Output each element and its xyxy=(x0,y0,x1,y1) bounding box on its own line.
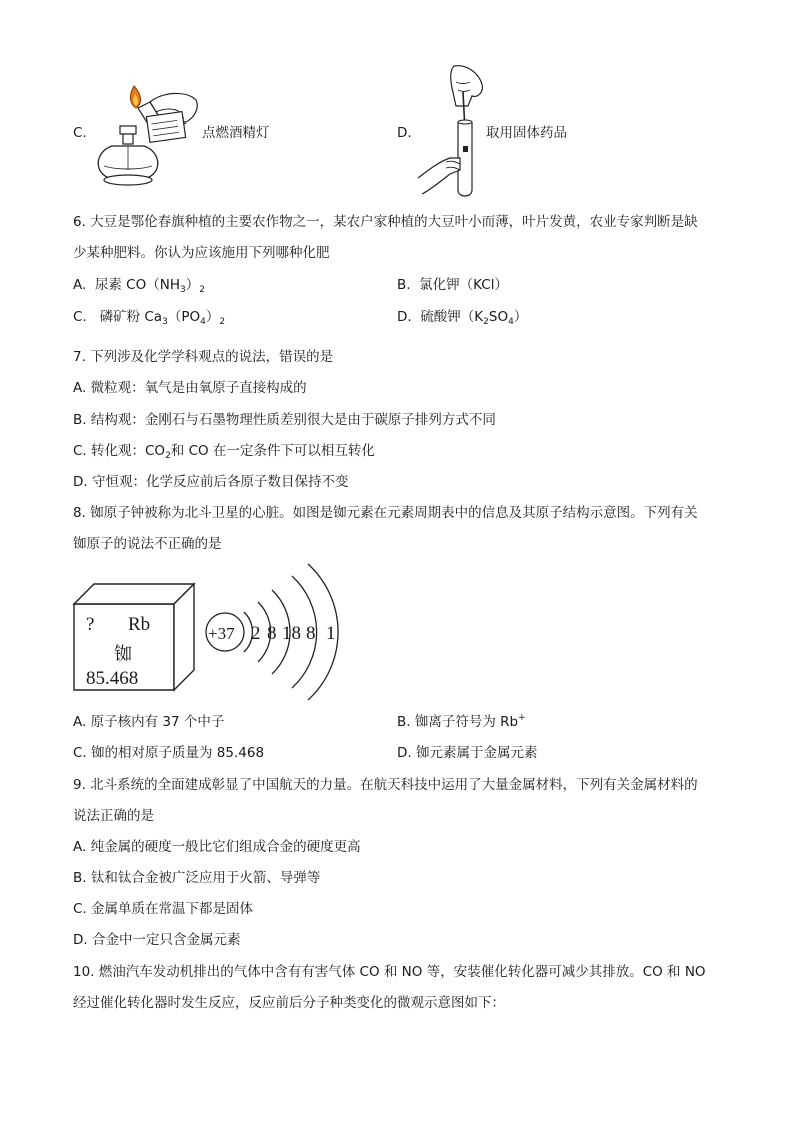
question-8-option-d: D. 铷元素属于金属元素 xyxy=(397,745,538,761)
question-6-option-d: D. 硫酸钾$(K_2SO_4)$ xyxy=(397,309,528,327)
lighting-alcohol-lamp-illustration xyxy=(90,78,202,190)
question-7-option-c: C. 转化观：$CO_2$和 CO 在一定条件下可以相互转化 xyxy=(73,443,375,461)
shell-1-electrons: 2 xyxy=(251,623,261,644)
question-8-stem-line1: 8. 铷原子钟被称为北斗卫星的心脏。如图是铷元素在元素周期表中的信息及其原子结构示意图。下列有关 xyxy=(73,505,698,521)
question-6-option-b: B. 氯化钾（KCl） xyxy=(397,277,508,293)
shell-4-electrons: 8 xyxy=(306,623,316,644)
question-8-option-c: C. 铷的相对原子质量为 85.468 xyxy=(73,745,265,761)
question-9-option-a: A. 纯金属的硬度一般比它们组成合金的硬度更高 xyxy=(73,839,361,855)
nucleus-charge: +37 xyxy=(208,624,235,643)
question-7-option-a: A. 微粒观：氧气是由氧原子直接构成的 xyxy=(73,380,307,396)
atomic-number: ? xyxy=(86,614,95,635)
question-10-stem-line2: 经过催化转化器时发生反应，反应前后分子种类变化的微观示意图如下： xyxy=(73,995,505,1011)
question-6-option-c: C. 磷矿粉 $Ca_3(PO_4)_2$ xyxy=(73,309,226,327)
rubidium-atom-structure-diagram xyxy=(200,560,350,710)
question-7-stem: 7. 下列涉及化学学科观点的说法，错误的是 xyxy=(73,349,334,365)
option-d-text: 取用固体药品 xyxy=(486,125,567,141)
question-8-option-a: A. 原子核内有 37 个中子 xyxy=(73,714,225,730)
question-6-option-a: A. 尿素 $CO(NH_3)_2$ xyxy=(73,277,205,295)
shell-2-electrons: 8 xyxy=(267,623,277,644)
atomic-mass: 85.468 xyxy=(86,668,139,689)
rubidium-element-cell xyxy=(70,580,200,692)
element-symbol: Rb xyxy=(128,614,151,635)
question-9-stem-line1: 9. 北斗系统的全面建成彰显了中国航天的力量。在航天科技中运用了大量金属材料，下列有关金属材料的 xyxy=(73,777,698,793)
taking-solid-reagent-illustration xyxy=(416,62,488,202)
question-8-stem-line2: 铷原子的说法不正确的是 xyxy=(73,536,222,552)
option-d-label: D. xyxy=(397,125,412,141)
question-9-stem-line2: 说法正确的是 xyxy=(73,808,154,824)
question-9-option-c: C. 金属单质在常温下都是固体 xyxy=(73,901,254,917)
question-9-option-b: B. 钛和钛合金被广泛应用于火箭、导弹等 xyxy=(73,870,321,886)
question-7-option-b: B. 结构观：金刚石与石墨物理性质差别很大是由于碳原子排列方式不同 xyxy=(73,412,496,428)
question-6-stem-line2: 少某种肥料。你认为应该施用下列哪种化肥 xyxy=(73,245,330,261)
shell-5-electrons: 1 xyxy=(326,623,336,644)
question-6-stem-line1: 6. 大豆是鄂伦春旗种植的主要农作物之一，某农户家种植的大豆叶小而薄，叶片发黄，农业专家判断是缺 xyxy=(73,214,698,230)
option-c-label: C. xyxy=(73,125,87,141)
question-7-option-d: D. 守恒观：化学反应前后各原子数目保持不变 xyxy=(73,474,349,490)
question-10-stem-line1: 10. 燃油汽车发动机排出的气体中含有有害气体 CO 和 NO 等，安装催化转化器可减少其排放。CO 和 NO xyxy=(73,964,706,980)
question-9-option-d: D. 合金中一定只含金属元素 xyxy=(73,932,241,948)
element-name: 铷 xyxy=(114,644,132,665)
shell-3-electrons: 18 xyxy=(282,623,301,644)
question-8-option-b: B. 铷离子符号为 Rb+ xyxy=(397,713,526,730)
option-c-text: 点燃酒精灯 xyxy=(202,125,270,141)
